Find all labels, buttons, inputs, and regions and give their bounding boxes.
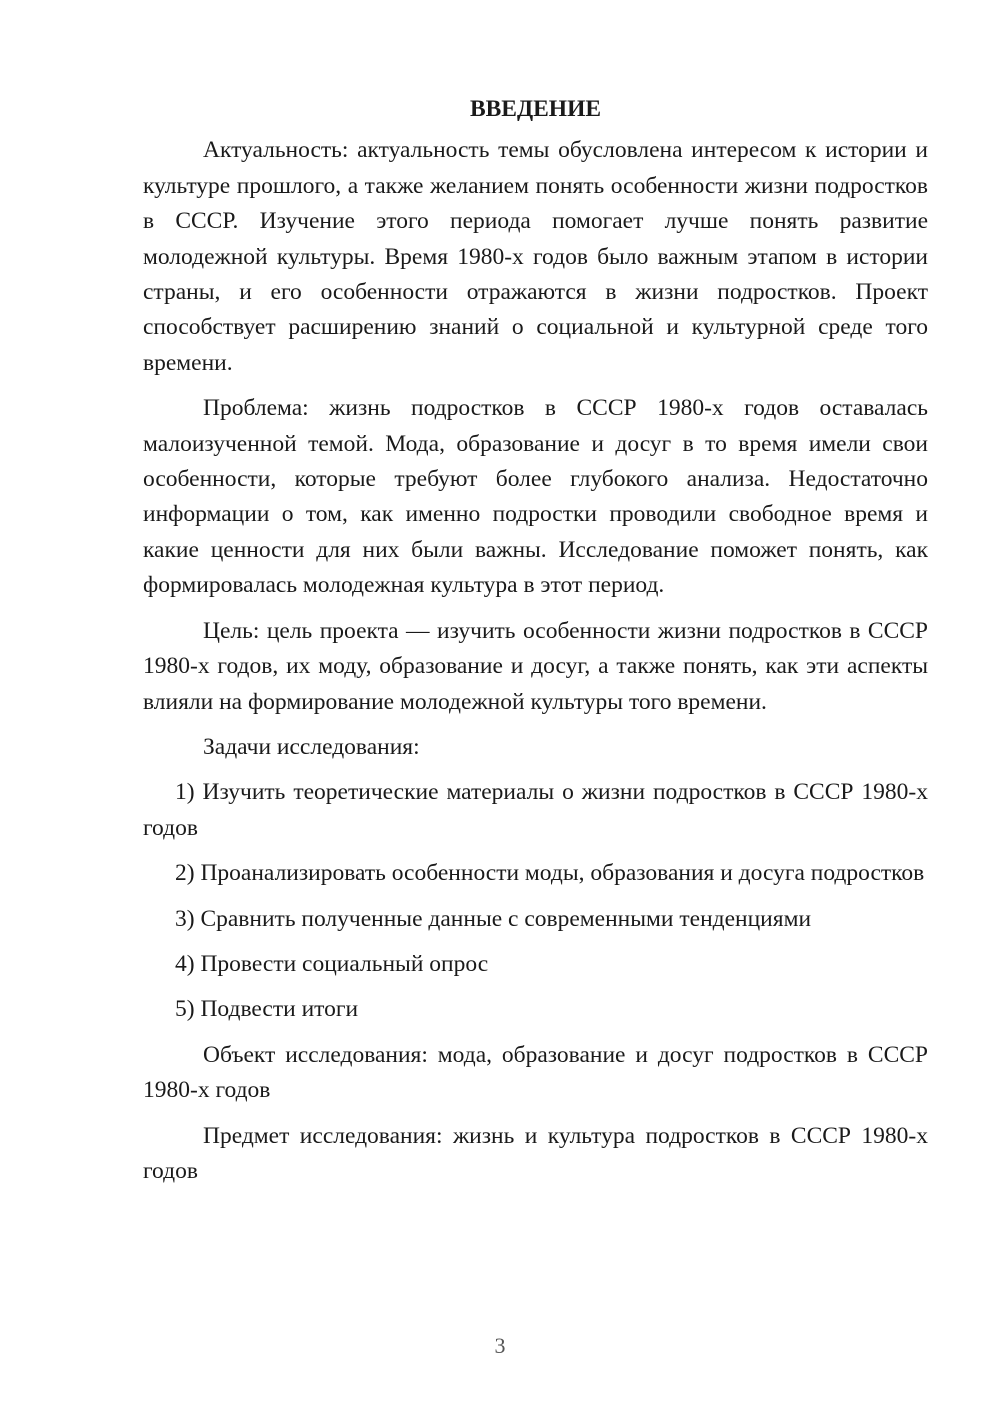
page-title: ВВЕДЕНИЕ (469, 96, 602, 122)
subject-paragraph: Предмет исследования: жизнь и культура подростков в СССР 1980-х годов (143, 1122, 928, 1184)
goal-paragraph: Цель: цель проекта — изучить особенности жизни подростков в СССР 1980-х годов, их моду, образование и досуг, а также понять, как эти аспекты влияли на формирование молодежной культуры того времени. (143, 617, 928, 715)
task-item-4: 4) Провести социальный опрос (175, 950, 489, 977)
object-paragraph: Объект исследования: мода, образование и досуг подростков в СССР 1980-х годов (143, 1041, 928, 1104)
task-item-1: 1) Изучить теоретические материалы о жизни подростков в СССР 1980-х годов (143, 779, 928, 841)
task-item-2: 2) Проанализировать особенности моды, образования и досуга подростков (175, 860, 925, 887)
tasks-list (143, 775, 928, 1027)
tasks-heading: Задачи исследования: (203, 733, 420, 760)
page-number: 3 (494, 1333, 506, 1358)
relevance-paragraph: Актуальность: актуальность темы обусловлена интересом к истории и культуре прошлого, а также желанием понять особенности жизни подростков в СССР. Изучение этого периода помогает лучше понять развитие молодежной культуры. Время 1980-х годов было важным этапом в истории страны, и его особенности отражаются в жизни подростков. Проект способствует расширению знаний о социальной и культурной среде того времени. (143, 137, 928, 376)
task-item-5: 5) Подвести итоги (175, 996, 359, 1023)
document-page (143, 92, 928, 1199)
task-item-3: 3) Сравнить полученные данные с современными тенденциями (175, 905, 812, 932)
problem-paragraph: Проблема: жизнь подростков в СССР 1980-х годов оставалась малоизученной темой. Мода, образование и досуг в то время имели свои особенности, которые требуют более глубокого анализа. Недостаточно информации о том, как именно подростки проводили свободное время и какие ценности для них были важны. Исследование поможет понять, как формировалась молодежная культура в этот период. (143, 395, 928, 599)
